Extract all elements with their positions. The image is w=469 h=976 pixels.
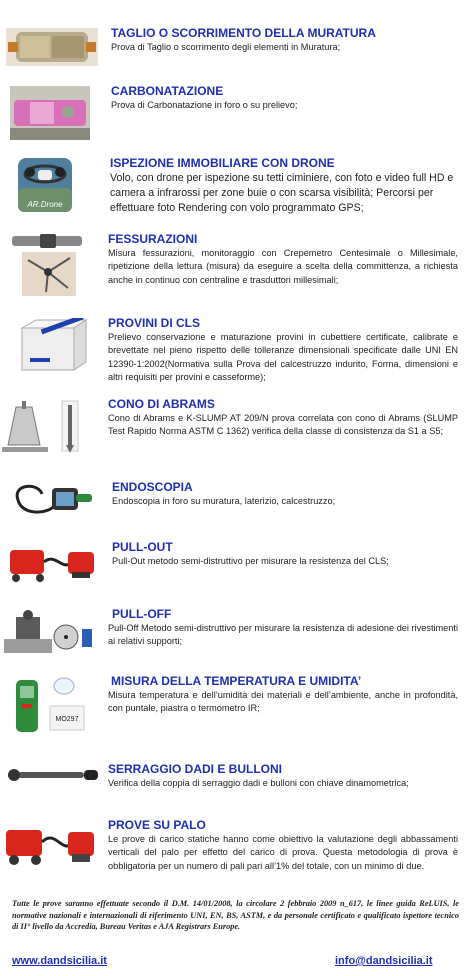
service-description: Prova di Taglio o scorrimento degli elementi in Muratura; <box>111 42 341 52</box>
abrams-cone-icon <box>0 399 92 455</box>
pull-out-jack-icon <box>6 542 98 586</box>
service-title: TAGLIO O SCORRIMENTO DELLA MURATURA <box>111 26 376 40</box>
service-title: PULL-OUT <box>112 540 173 554</box>
service-description: Misura fessurazioni, monitoraggio con Crepemetro Centesimale o Millesimale, ripetizione della lettura (misura) da eseguire a scelta della committenza, a richiesta anche in continuo con centraline e trasduttori millesimali; <box>108 248 458 285</box>
service-title: PROVINI DI CLS <box>108 316 201 330</box>
service-description: Cono di Abrams e K-SLUMP AT 209/N prova correlata con cono di Abrams (SLUMP Test Rapido Norma ASTM C 1362) verifica della classe di consistenza da S1 a S5; <box>108 413 458 437</box>
regulations-footnote: Tutte le prove saranno effettuate secondo il D.M. 14/01/2008, la circolare 2 febbraio 2009 n_617, le linee guida ReLUIS, le normative nazionali e internazionali di riferimento UNI, EN, BS, ASTM, e da personale certificato e qualificato ispettore tecnico di II° livello da Accredia, Bureau Veritas e AJA Registrars Europe. <box>12 899 459 931</box>
service-title: ISPEZIONE IMMOBILIARE CON DRONE <box>110 156 335 170</box>
service-title: SERRAGGIO DADI E BULLONI <box>108 762 283 776</box>
meter-model-label: MO297 <box>55 716 79 723</box>
service-description: Prova di Carbonatazione in foro o su prelievo; <box>111 100 298 110</box>
service-title: FESSURAZIONI <box>108 232 198 246</box>
service-title: CARBONATAZIONE <box>111 84 224 98</box>
torque-wrench-icon <box>4 766 98 784</box>
service-description: Verifica della coppia di serraggio dadi e bulloni con chiave dinamometrica; <box>108 778 409 788</box>
service-title: ENDOSCOPIA <box>112 480 193 494</box>
service-description: Prelievo conservazione e maturazione provini in cubettiere certificate, calibrate e brevettate nel pieno rispetto delle tolleranze dimensionali specificate dalle UNI EN 12390-1:2002(Normativa sulla Prova del calcestruzzo indurito, Forma, dimensioni e altri requisiti per provini e casseforme); <box>108 332 458 383</box>
drone-icon <box>18 158 72 212</box>
concrete-core-icon <box>10 86 90 140</box>
cube-mould-icon <box>16 318 90 376</box>
service-description: Misura temperatura e dell’umidità dei materiali e dell’ambiente, anche in profondità, con puntale, piastra o termometro IR; <box>108 690 458 714</box>
email-link[interactable]: info@dandsicilia.it <box>335 955 433 967</box>
website-link[interactable]: www.dandsicilia.it <box>12 955 107 967</box>
service-description: Pull-Off Metodo semi-distruttivo per misurare la resistenza di adesione dei rivestimenti ai relativi supporti; <box>108 623 458 647</box>
endoscope-icon <box>8 480 94 520</box>
service-title: MISURA DELLA TEMPERATURA E UMIDITA’ <box>111 674 362 688</box>
service-description: Pull-Out metodo semi-distruttivo per misurare la resistenza del CLS; <box>112 556 389 566</box>
service-description: Le prove di carico statiche hanno come obiettivo la valutazione degli abbassamenti verticali del palo per effetto del carico di prova. Questa metodologia di prova è obbligatoria per un numero di pali pari all’1% del totale, con un minimo di due. <box>108 834 458 871</box>
service-title: PROVE SU PALO <box>108 818 206 832</box>
hydraulic-jack-icon <box>4 820 96 870</box>
service-title: CONO DI ABRAMS <box>108 397 215 411</box>
drone-icon-label: AR.Drone <box>27 200 63 209</box>
service-description: Volo, con drone per ispezione su tetti ciminiere, con foto e video full HD e camera a infrarossi per zone buie o con scarsa visibilità; Percorsi per effettuare foto Rendering con volo programmato GPS; <box>110 172 454 214</box>
service-title: PULL-OFF <box>112 607 172 621</box>
thermo-hygrometer-icon <box>10 676 88 734</box>
pull-off-tester-icon <box>4 609 94 657</box>
masonry-sample-icon <box>6 28 98 66</box>
crack-meter-icon <box>10 232 88 298</box>
service-description: Endoscopia in foro su muratura, laterizio, calcestruzzo; <box>112 496 336 506</box>
